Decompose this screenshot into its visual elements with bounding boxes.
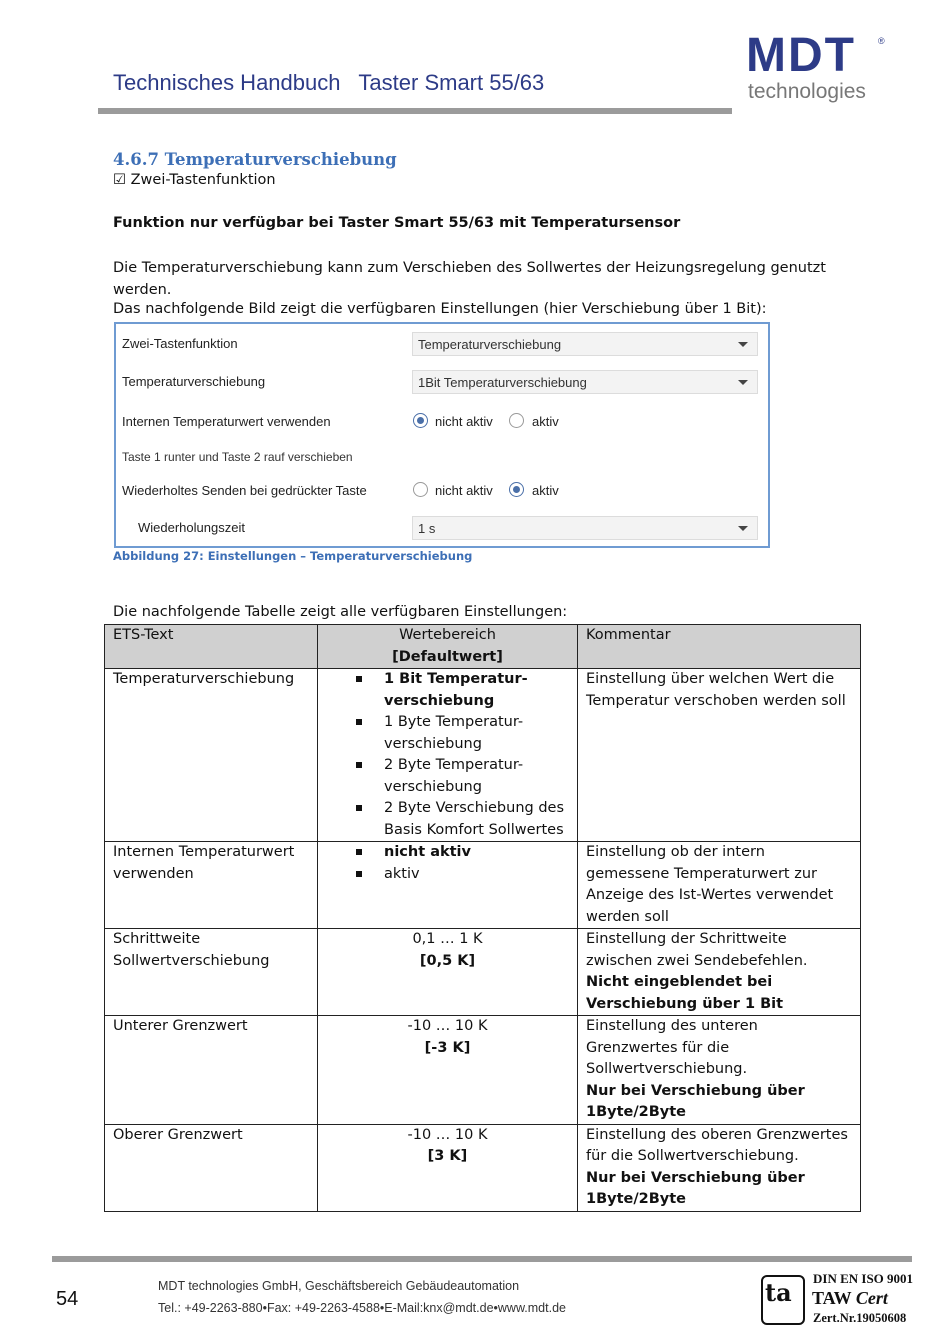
cell-range xyxy=(318,842,578,929)
dropdown-wiederholungszeit[interactable] xyxy=(412,516,758,540)
dropdown-zwei-tasten[interactable] xyxy=(412,332,758,356)
cert-number: Zert.Nr.19050608 xyxy=(813,1311,907,1325)
radio-label: nicht aktiv xyxy=(435,414,493,429)
setting-label-wiederholtes-senden: Wiederholtes Senden bei gedrückter Taste xyxy=(122,483,367,498)
cert-name-part: Cert xyxy=(855,1288,888,1308)
footer-divider xyxy=(52,1256,912,1262)
function-label: Zwei-Tastenfunktion xyxy=(130,172,276,188)
list-item: 1 Byte Temperatur-verschiebung xyxy=(384,712,569,755)
comment-text: Einstellung der Schrittweite zwischen zwei Sendebefehlen. xyxy=(586,931,808,969)
table-row xyxy=(105,1016,861,1125)
header-default-label: [Defaultwert] xyxy=(392,648,503,665)
cell-ets-text: Oberer Grenzwert xyxy=(105,1124,318,1211)
setting-label-wiederholungszeit: Wiederholungszeit xyxy=(138,520,245,535)
availability-note: Funktion nur verfügbar bei Taster Smart 55/63 mit Temperatursensor xyxy=(113,215,681,231)
table-row xyxy=(105,1124,861,1211)
comment-note: Nur bei Verschiebung über 1Byte/2Byte xyxy=(586,1169,805,1207)
list-item: 2 Byte Verschiebung des Basis Komfort Sollwertes xyxy=(384,798,569,841)
cell-ets-text: Unterer Grenzwert xyxy=(105,1016,318,1125)
header-wertebereich xyxy=(318,625,578,669)
range-value: -10 … 10 K xyxy=(407,1126,488,1143)
cell-ets-text: Temperaturverschiebung xyxy=(105,669,318,842)
range-value: -10 … 10 K xyxy=(407,1018,488,1034)
radio-nicht-aktiv[interactable] xyxy=(413,413,428,428)
cert-name xyxy=(812,1288,888,1309)
setting-label-temperaturverschiebung: Temperaturverschiebung xyxy=(122,374,266,389)
list-item: aktiv xyxy=(384,864,569,886)
settings-table xyxy=(104,624,861,1212)
default-value: [0,5 K] xyxy=(419,952,476,969)
dropdown-temperaturverschiebung[interactable] xyxy=(412,370,758,394)
header-divider xyxy=(98,108,732,114)
cell-comment: Einstellung ob der intern gemessene Temperaturwert zur Anzeige des Ist-Wertes verwendet werden soll xyxy=(578,842,861,929)
cell-ets-text: Internen Temperaturwert verwenden xyxy=(105,842,318,929)
dropdown-value: 1 s xyxy=(418,521,436,536)
cell-comment xyxy=(578,1016,861,1125)
radio-label: aktiv xyxy=(532,483,559,498)
table-row xyxy=(105,669,861,842)
settings-screenshot xyxy=(114,322,770,548)
cell-range xyxy=(318,1124,578,1211)
mdt-logo: MDT xyxy=(746,29,856,82)
comment-note: Nicht eingeblendet bei Verschiebung über 1 Bit xyxy=(586,974,784,1012)
radio-aktiv[interactable] xyxy=(509,482,524,497)
cert-name-part: TAW xyxy=(812,1288,852,1308)
setting-info-text: Taste 1 runter und Taste 2 rauf verschieben xyxy=(122,450,353,464)
range-value: 0,1 … 1 K xyxy=(412,931,483,947)
setting-label-internen-temperaturwert: Internen Temperaturwert verwenden xyxy=(122,414,331,429)
logo-subtitle: technologies xyxy=(748,80,866,103)
cell-comment xyxy=(578,1124,861,1211)
table-row xyxy=(105,929,861,1016)
checkbox-icon: ☑ xyxy=(113,172,126,188)
cell-range xyxy=(318,1016,578,1125)
page-number: 54 xyxy=(56,1288,79,1310)
table-header-row xyxy=(105,625,861,669)
radio-label: aktiv xyxy=(532,414,559,429)
header-title: Technisches Handbuch Taster Smart 55/63 xyxy=(113,70,545,95)
comment-text: Einstellung des oberen Grenzwertes für die Sollwertverschiebung. xyxy=(586,1126,848,1164)
function-line xyxy=(113,172,276,188)
cell-ets-text: Schrittweite Sollwertverschiebung xyxy=(105,929,318,1016)
cert-standard: DIN EN ISO 9001 xyxy=(813,1271,914,1286)
list-item: 2 Byte Temperatur-verschiebung xyxy=(384,755,569,798)
header-kommentar: Kommentar xyxy=(578,625,861,669)
cell-range xyxy=(318,669,578,842)
radio-aktiv[interactable] xyxy=(509,413,524,428)
cell-range xyxy=(318,929,578,1016)
certification-logo: ta xyxy=(765,1278,792,1307)
registered-mark: ® xyxy=(878,36,885,46)
figure-intro: Das nachfolgende Bild zeigt die verfügbaren Einstellungen (hier Verschiebung über 1 Bit): xyxy=(113,301,767,317)
list-item: nicht aktiv xyxy=(384,842,569,864)
footer-company: MDT technologies GmbH, Geschäftsbereich Gebäudeautomation xyxy=(158,1279,520,1293)
radio-nicht-aktiv[interactable] xyxy=(413,482,428,497)
comment-note: Nur bei Verschiebung über 1Byte/2Byte xyxy=(586,1082,805,1120)
table-row xyxy=(105,842,861,929)
footer-contact: Tel.: +49-2263-880•Fax: +49-2263-4588•E-Mail:knx@mdt.de•www.mdt.de xyxy=(158,1301,566,1315)
figure-caption: Abbildung 27: Einstellungen – Temperaturverschiebung xyxy=(113,549,473,563)
cell-comment: Einstellung über welchen Wert die Temperatur verschoben werden soll xyxy=(578,669,861,842)
dropdown-value: Temperaturverschiebung xyxy=(418,337,562,352)
setting-label-zwei-tasten: Zwei-Tastenfunktion xyxy=(122,336,238,351)
header-ets-text: ETS-Text xyxy=(105,625,318,669)
radio-label: nicht aktiv xyxy=(435,483,493,498)
chevron-down-icon xyxy=(738,380,748,385)
header-range-label: Wertebereich xyxy=(399,627,496,643)
table-intro: Die nachfolgende Tabelle zeigt alle verfügbaren Einstellungen: xyxy=(113,604,568,620)
comment-text: Einstellung des unteren Grenzwertes für die Sollwertverschiebung. xyxy=(586,1018,758,1077)
default-value: [3 K] xyxy=(427,1148,468,1164)
default-value: [-3 K] xyxy=(424,1039,471,1056)
cell-comment xyxy=(578,929,861,1016)
list-item: 1 Bit Temperatur-verschiebung xyxy=(384,669,569,712)
chevron-down-icon xyxy=(738,342,748,347)
section-heading: 4.6.7 Temperaturverschiebung xyxy=(113,150,397,169)
dropdown-value: 1Bit Temperaturverschiebung xyxy=(418,375,587,390)
description-paragraph: Die Temperaturverschiebung kann zum Verschieben des Sollwertes der Heizungsregelung genutzt werden. xyxy=(113,260,826,298)
chevron-down-icon xyxy=(738,526,748,531)
